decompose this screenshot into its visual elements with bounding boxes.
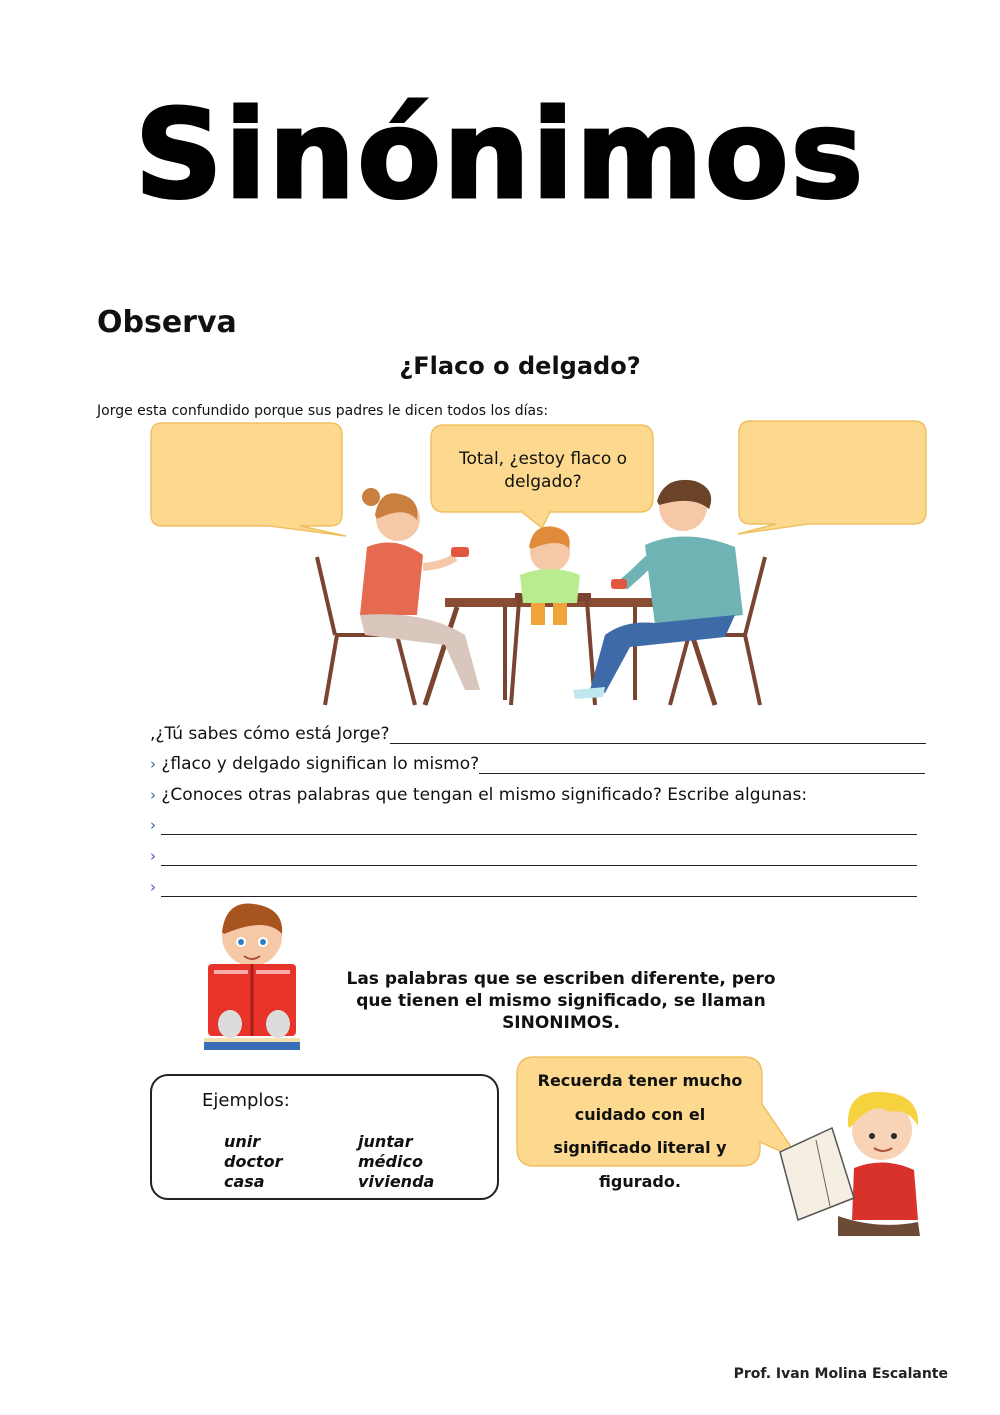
subtitle: ¿Flaco o delgado?: [399, 352, 641, 380]
example-word: juntar: [358, 1132, 413, 1151]
examples-right-column: [358, 1132, 434, 1192]
question-1-text: ,¿Tú sabes cómo está Jorge?: [150, 724, 390, 744]
question-3: [150, 785, 807, 805]
answer-line-2[interactable]: [479, 773, 925, 774]
example-word: médico: [358, 1152, 423, 1171]
answer-line-5[interactable]: [161, 880, 917, 897]
author-credit: Prof. Ivan Molina Escalante: [733, 1366, 948, 1382]
reminder-bubble: [516, 1056, 762, 1191]
example-word: vivienda: [358, 1172, 435, 1191]
answer-line-1[interactable]: [390, 743, 926, 744]
answer-row: [150, 815, 917, 835]
answer-line-3[interactable]: [161, 818, 917, 835]
example-word: unir: [224, 1132, 261, 1151]
reminder-text: Recuerda tener mucho cuidado con el significado literal y figurado.: [537, 1071, 743, 1191]
page-title: Sinónimos: [134, 84, 866, 226]
question-2-text: ¿flaco y delgado significan lo mismo?: [161, 754, 480, 774]
arrow-bullet-icon: ›: [150, 878, 156, 896]
example-word: casa: [224, 1172, 265, 1191]
examples-heading: Ejemplos:: [202, 1090, 290, 1111]
arrow-bullet-icon: ›: [150, 786, 156, 804]
boy-reading-book-illustration: [196, 898, 308, 1054]
answer-line-4[interactable]: [161, 849, 917, 866]
intro-text: Jorge esta confundido porque sus padres le dicen todos los días:: [97, 403, 549, 419]
examples-left-column: [224, 1132, 282, 1192]
answer-row: [150, 846, 917, 866]
example-word: doctor: [224, 1152, 283, 1171]
examples-box: [150, 1074, 499, 1200]
synonyms-definition: Las palabras que se escriben diferente, pero que tienen el mismo significado, se llaman SINONIMOS.: [346, 969, 776, 1034]
child-bubble-text: Total, ¿estoy flaco o delgado?: [458, 449, 628, 492]
question-2: [150, 754, 925, 774]
answer-row: [150, 877, 917, 897]
question-1: [150, 724, 926, 744]
arrow-bullet-icon: ›: [150, 816, 156, 834]
blond-boy-reading-illustration: [768, 1086, 940, 1242]
question-3-text: ¿Conoces otras palabras que tengan el mismo significado? Escribe algunas:: [161, 785, 808, 805]
family-table-illustration: [305, 475, 780, 710]
section-label: Observa: [97, 305, 237, 340]
arrow-bullet-icon: ›: [150, 847, 156, 865]
arrow-bullet-icon: ›: [150, 755, 156, 773]
